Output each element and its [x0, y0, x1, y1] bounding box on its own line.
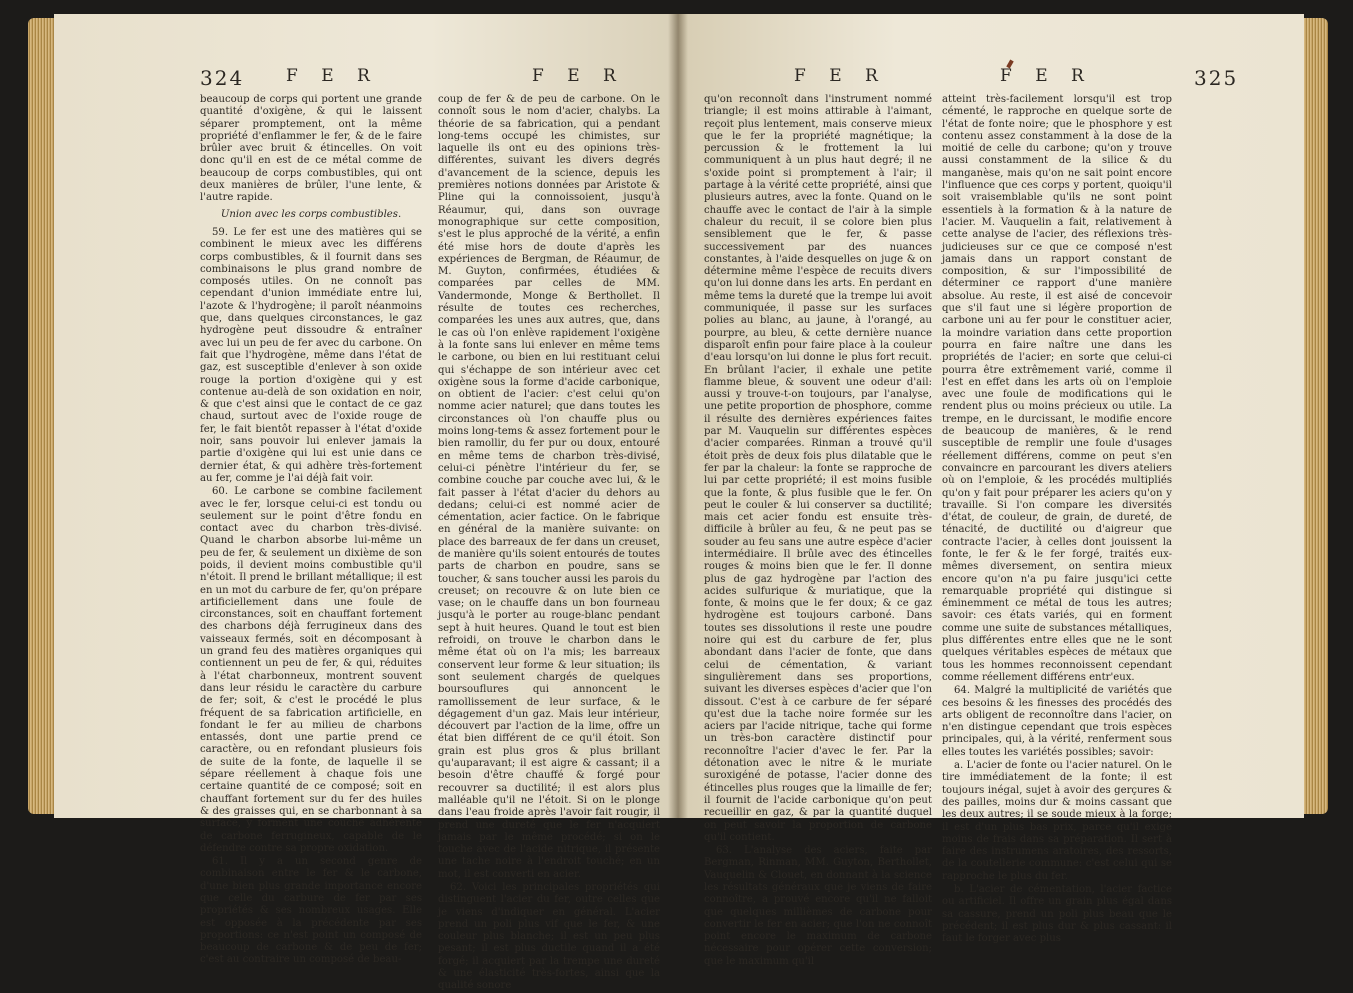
- paragraph: 60. Le carbone se combine facilement avec le fer, lorsque celui-ci est tondu ou seulement sur le point d'être fondu en contact avec du charbon très-divisé. Quand le charbon absorbe lui-même un peu de fer, & seulement un dixième de son poids, il devient moins combustible qu'il n'étoit. Il prend le brillant métallique; il est en un mot du carbure de fer, qu'on prépare artificiellement dans une foule de circonstances, soit en chauffant fortement des charbons déjà ferrugineux dans des vaisseaux fermés, soit en décomposant à un grand feu des matières organiques qui contiennent un peu de fer, & qui, réduites à l'état charbonneux, montrent souvent dans leur résidu le caractère du carbure de fer; soit, & c'est le procédé le plus fréquent de sa fabrication artificielle, en fondant le fer au milieu de charbons entassés, dont une partie prend ce caractère, ou en refondant plusieurs fois de suite de la fonte, de laquelle il se sépare réellement à chaque fois une certaine quantité de ce composé; soit en chauffant fortement sur du fer des huiles & des graisses qui, en se charbonnant à sa surface, y forment une couche adhérente de carbone ferrugineux, capable de le défendre contre sa propre oxidation.: [200, 486, 422, 854]
- left-page: [54, 14, 678, 992]
- paragraph: 63. L'analyse des aciers, faite par Bergman, Rinman, MM. Guyton, Berthollet, Vauquelin & Clouet, en donnant à la science les résultats généraux que je viens de faire connoître, a prouvé encore qu'il ne falloit que quelques millièmes de carbone pour convertir le fer en acier; que l'on ne connoît point encore le maximum de carbone nécessaire pour opérer cette conversion; que le maximum qu'il: [704, 845, 932, 967]
- paragraph: a. L'acier de fonte ou l'acier naturel. On le tire immédiatement de la fonte; il est toujours inégal, sujet à avoir des gerçures & des pailles, moins dur & moins cassant que les deux autres; il se soude mieux à la forge; il est d'un plus bas prix, parce qu'il exige moins de frais dans sa préparation. Il sert à faire des instrumens aratoires, des ressorts, de la coutellerie commune: c'est celui qui se rapproche le plus du fer.: [942, 760, 1172, 882]
- left-column-1: [200, 94, 422, 966]
- right-page: [678, 14, 1304, 967]
- page-edges-right: [1302, 18, 1328, 814]
- left-column-2: [438, 94, 660, 992]
- left-running-header: [54, 66, 678, 96]
- header-word-left: F E R: [286, 66, 379, 86]
- header-word-left-center: F E R: [532, 66, 625, 86]
- right-running-header: [678, 66, 1304, 96]
- paragraph: qu'on reconnoît dans l'instrument nommé triangle; il est moins attirable à l'aimant, reçoit plus lentement, mais conserve mieux que le fer la propriété magnétique; la percussion & le frottement la lui communiquent à un plus haut degré; il ne s'oxide point si promptement à l'air; il partage à la vérité cette propriété, ainsi que plusieurs autres, avec la fonte. Quand on le chauffe avec le contact de l'air à la simple chaleur du recuit, il se colore bien plus sensiblement que le fer, & passe successivement par des nuances constantes, à l'aide desquelles on juge & on détermine même l'espèce de recuits divers qu'on lui donne dans les arts. En perdant en même tems la dureté que la trempe lui avoit communiquée, il passe sur les surfaces polies au blanc, au jaune, à l'orangé, au pourpre, au bleu, & cette dernière nuance disparoît enfin pour faire place à la couleur d'eau lorsqu'on lui donne le plus fort recuit. En brûlant l'acier, il exhale une petite flamme bleue, & souvent une odeur d'ail: aussi y trouve-t-on toujours, par l'analyse, une petite proportion de phosphore, comme il résulte des dernières expériences faites par M. Vauquelin sur différentes espèces d'acier comparées. Rinman a trouvé qu'il étoit près de deux fois plus dilatable que le fer par la chaleur: la fonte se rapproche de lui par cette propriété; il est moins fusible que la fonte, & plus fusible que le fer. On peut le couler & lui conserver sa ductilité; mais cet acier fondu est ensuite très-difficile à brûler au feu, & ne peut pas se souder au feu sans une autre espèce d'acier intermédiaire. Il brûle avec des étincelles rouges & moins bien que le fer. Il donne plus de gaz hydrogène par l'action des acides sulfurique & muriatique, que la fonte, & moins que le fer doux; & ce gaz hydrogène est toujours carboné. Dans toutes ses dissolutions il reste une poudre noire qui est du carbure de fer, plus abondant dans l'acier de fonte, que dans celui de cémentation, & variant singulièrement dans ses proportions, suivant les diverses espèces d'acier que l'on dissout. C'est à ce carbure de fer séparé qu'est due la tache noire formée sur les aciers par l'acide nitrique, tache qui forme un très-bon caractère distinctif pour reconnoître l'acier d'avec le fer. Par la détonation avec le nitre & le muriate suroxigéné de potasse, l'acier donne des étincelles plus rouges que la limaille de fer; il fournit de l'acide carbonique qu'on peut recueillir en gaz, & par la quantité duquel on peut savoir la proportion de carbone qu'il contient.: [704, 94, 932, 843]
- paragraph: 61. Il y a un second genre de combinaison entre le fer & le carbone, d'une bien plus grande importance encore que celle du carbure de fer par ses propriétés & ses nombreux usages. Elle est opposée à la précédente par ses proportions: ce n'est point un composé de beaucoup de carbone & de peu de fer; c'est au contraire un composé de beau-: [200, 856, 422, 966]
- paragraph: 62. Voici les principales propriétés qui distinguent l'acier du fer, outre celles que je viens d'indiquer en général. L'acier prend un poli plus vif que le fer, & une couleur plus blanche; il est un peu plus pesant; il est plus ductile quand il a été forgé; il acquiert par la trempe une dureté & une élasticité très-fortes, ainsi que la qualité sonore: [438, 882, 660, 992]
- open-book: [28, 10, 1328, 992]
- paragraph: 59. Le fer est une des matières qui se combinent le mieux avec les différens corps combustibles, & il fournit dans ses combinaisons le plus grand nombre de composés utiles. On ne connoît pas cependant d'union immédiate entre lui, l'azote & l'hydrogène; il paroît néanmoins que, dans quelques circonstances, le gaz hydrogène peut dissoudre & entraîner avec lui un peu de fer avec du carbone. On fait que l'hydrogène, même dans l'état de gaz, est susceptible d'enlever à son oxide rouge la portion d'oxigène qui y est contenue au-delà de son oxidation en noir, & que c'est ainsi que le contact de ce gaz chaud, surtout avec de l'oxide rouge de fer, le fait bientôt repasser à l'état d'oxide noir, sans pouvoir lui enlever jamais la partie d'oxigène qui lui est unie dans ce dernier état, & qui adhère très-fortement au fer, comme je l'ai déjà fait voir.: [200, 226, 422, 484]
- book-gutter: [668, 14, 688, 818]
- paragraph: 64. Malgré la multiplicité de variétés que ces besoins & les finesses des procédés des arts obligent de reconnoître dans l'acier, on n'en distingue cependant que trois espèces principales, qui, à la vérité, renferment sous elles toutes les variétés possibles; savoir:: [942, 685, 1172, 758]
- header-word-right-center: F E R: [794, 66, 887, 86]
- paragraph: b. L'acier de cémentation, l'acier factice ou artificiel. Il offre un grain plus égal dans sa cassure, prend un poli plus beau que le précédent; il est plus dur & plus cassant: il faut le forger avec plus: [942, 884, 1172, 945]
- paragraph: coup de fer & de peu de carbone. On le connoît sous le nom d'acier, chalybs. La théorie de sa fabrication, qui a pendant long-tems occupé les chimistes, sur laquelle ils ont eu des opinions très-différentes, suivant les divers degrés d'avancement de la science, depuis les premières notions données par Aristote & Pline qui la connoissoient, jusqu'à Réaumur, qui, dans son ouvrage monographique sur cette composition, s'est le plus approché de la vérité, a enfin été mise hors de doute d'après les expériences de Bergman, de Réaumur, de M. Guyton, confirmées, étudiées & comparées par celles de MM. Vandermonde, Monge & Berthollet. Il résulte de toutes ces recherches, comparées les unes aux autres, que, dans le cas où l'on enlève rapidement l'oxigène à la fonte sans lui enlever en même tems le carbone, ou bien en lui restituant celui qui s'échappe de son intérieur avec cet oxigène sous la forme d'acide carbonique, on obtient de l'acier: c'est celui qu'on nomme acier naturel; que dans toutes les circonstances où l'on chauffe plus ou moins long-tems & assez fortement pour le bien ramollir, du fer pur ou doux, entouré en même tems de charbon très-divisé, celui-ci pénètre l'intérieur du fer, se combine couche par couche avec lui, & le fait passer à l'état d'acier du dehors au dedans; celui-ci est nommé acier de cémentation, acier factice. On le fabrique en général de la manière suivante: on place des barreaux de fer dans un creuset, de manière qu'ils soient entourés de toutes parts de charbon en poudre, sans se toucher, & sans toucher aussi les parois du creuset; on recouvre & on lute bien ce vase; on le chauffe dans un bon fourneau jusqu'à le porter au rouge-blanc pendant sept à huit heures. Quand le tout est bien refroidi, on trouve le charbon dans le même état où on l'a mis; les barreaux conservent leur forme & leur situation; ils sont seulement chargés de quelques boursouflures qui annoncent le ramollissement de leur surface, & le dégagement d'un gaz. Mais leur intérieur, découvert par l'action de la lime, offre un état bien différent de ce qu'il étoit. Son grain est plus gros & plus brillant qu'auparavant; il est aigre & cassant; il a besoin d'être chauffé & forgé pour recouvrer sa ductilité; il est alors plus malléable qu'il ne l'étoit. Si on le plonge dans l'eau froide après l'avoir fait rougir, il prend une dureté que le fer n'acquiert jamais par le même procédé; si on le touche avec de l'acide nitrique, il présente une tache noire à l'endroit touché; en un mot, il est converti en acier.: [438, 94, 660, 880]
- header-word-right: F E R: [1000, 66, 1093, 86]
- paragraph: atteint très-facilement lorsqu'il est trop cémenté, le rapproche en quelque sorte de l'état de fonte noire; que le phosphore y est contenu assez constamment à la dose de la moitié de celle du carbone; qu'on y trouve aussi constamment de la silice & du manganèse, mais qu'on ne sait point encore l'influence que ces corps y portent, quoiqu'il soit vraisemblable qu'ils ne sont point essentiels à la formation & à la nature de l'acier. M. Vauquelin a fait, relativement à cette analyse de l'acier, des réflexions très-judicieuses sur ce que ce composé n'est jamais dans un rapport constant de composition, & sur l'impossibilité de déterminer ce rapport d'une manière absolue. Au reste, il est aisé de concevoir que s'il faut une si légère proportion de carbone uni au fer pour le constituer acier, la moindre variation dans cette proportion pourra en faire naître une dans les propriétés de l'acier; en sorte que celui-ci pourra être extrêmement varié, comme il l'est en effet dans les arts où on l'emploie avec une foule de modifications qui le rendent plus ou moins précieux ou utile. La trempe, en le durcissant, le modifie encore de beaucoup de manières, & le rend susceptible de remplir une foule d'usages réellement différens, comme on peut s'en convaincre en parcourant les divers ateliers où on l'emploie, & les procédés multipliés qu'on y fait pour préparer les aciers qu'on y travaille. Si l'on compare les diversités d'état, de couleur, de grain, de dureté, de ténacité, de ductilité ou d'aigreur que contracte l'acier, à celles dont jouissent la fonte, le fer & le fer forgé, traités eux-mêmes diversement, on sentira mieux encore qu'on n'a pu faire jusqu'ici cette remarquable propriété qui distingue si éminemment ce métal de tous les autres; savoir: ces états variés, qui en forment comme une suite de substances métalliques, plus différentes entre elles que ne le sont quelques véritables espèces de métaux que tous les hommes reconnoissent cependant comme réellement différens entr'eux.: [942, 94, 1172, 683]
- right-column-1: [704, 94, 932, 967]
- right-column-2: [942, 94, 1172, 945]
- paragraph: beaucoup de corps qui portent une grande quantité d'oxigène, & qui le laissent séparer promptement, ont la même propriété d'enflammer le fer, & de le faire brûler avec bruit & étincelles. On voit donc qu'il en est de ce métal comme de beaucoup de corps combustibles, qui ont deux manières de brûler, l'une lente, & l'autre rapide.: [200, 94, 422, 204]
- section-heading: Union avec les corps combustibles.: [220, 208, 402, 220]
- page-number-left: 324: [200, 66, 245, 90]
- page-number-right: 325: [1194, 66, 1239, 90]
